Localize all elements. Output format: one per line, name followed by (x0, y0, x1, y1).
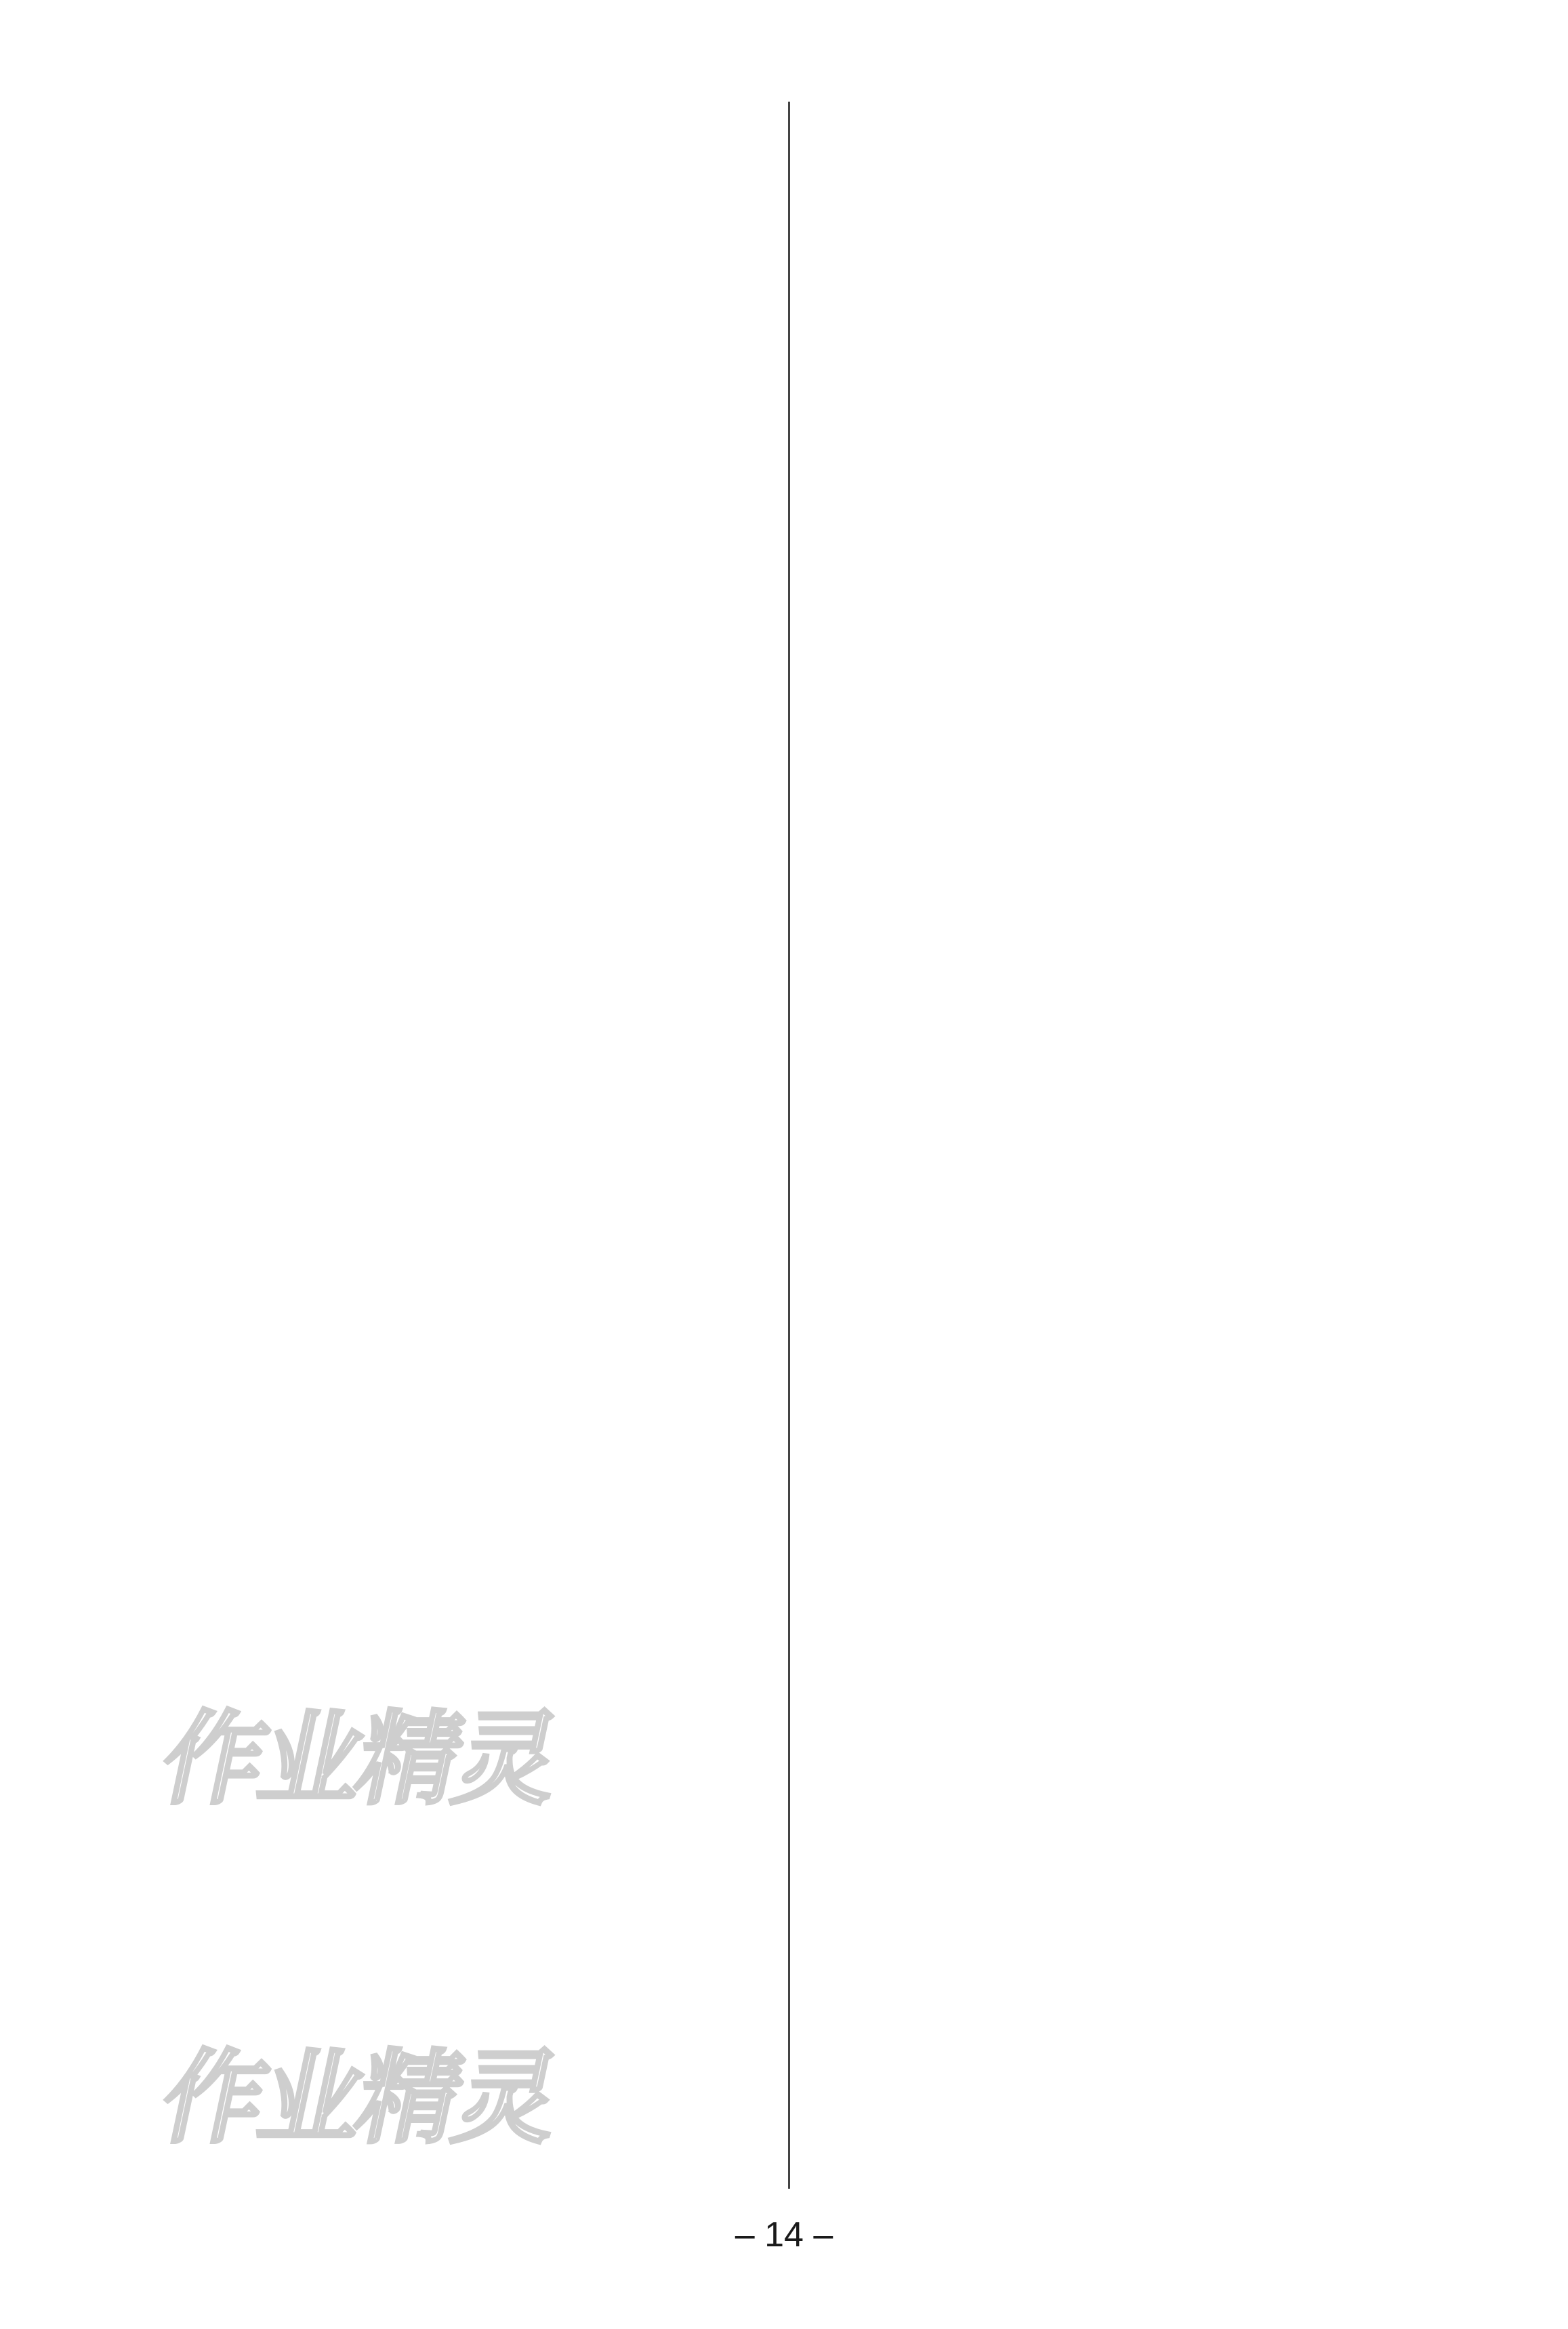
column-divider (788, 102, 790, 2189)
answer-with-tip (947, 2185, 978, 2219)
answer-row (839, 861, 1062, 897)
answer-row (839, 609, 1062, 645)
answer-with-tip (947, 1365, 978, 1399)
page-number: – 14 – (735, 2215, 833, 2254)
answer-row (839, 735, 1062, 771)
answer-row (898, 1933, 990, 1969)
answer-row (839, 546, 1062, 582)
answer-with-tip (947, 1302, 978, 1336)
answer-row (839, 672, 934, 707)
right-column (0, 0, 678, 2236)
answer-row (839, 987, 1018, 1023)
watermark: 作业精灵 (151, 1701, 567, 1819)
answer-row (898, 1870, 990, 1905)
answer-with-tip (947, 1996, 978, 2029)
watermark: 作业精灵 (151, 2040, 567, 2158)
answer-with-tip (947, 1050, 978, 1084)
answer-row (839, 798, 1062, 834)
answer-with-tip (947, 1176, 978, 1210)
